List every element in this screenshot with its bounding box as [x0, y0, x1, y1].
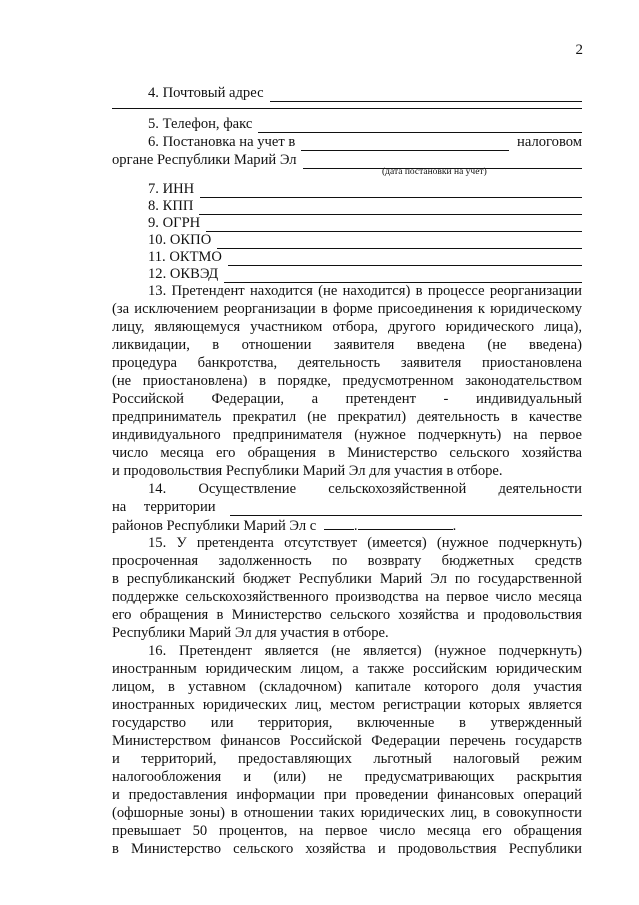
p13-line: процедура банкротства, деятельность заявителя приостановлена	[112, 355, 582, 371]
p14-date-label: районов Республики Марий Эл с	[112, 518, 317, 534]
p14-territory-label: на территории	[112, 499, 216, 515]
p16-line: 16. Претендент является (не является) (нужное подчеркнуть)	[148, 643, 582, 659]
p15-line: 15. У претендента отсутствует (имеется) (нужное подчеркнуть)	[148, 535, 582, 551]
inn-row	[112, 180, 582, 198]
phone-fax-label: 5. Телефон, факс	[148, 116, 253, 132]
p16-line: лицом, в уставном (складочном) капитале которого доля участия	[112, 679, 582, 695]
p13-line: предприниматель прекратил (не прекратил) деятельность в качестве	[112, 409, 582, 425]
p16-line: превышает 50 процентов, на первое число месяца его обращения	[112, 823, 582, 839]
oktmo-label: 11. ОКТМО	[148, 249, 222, 265]
date-end-period: .	[452, 518, 457, 534]
p15-line: в республиканский бюджет Республики Марий Эл по государственной	[112, 571, 582, 587]
kpp-field[interactable]	[199, 200, 582, 215]
p13-line: (за исключением реорганизации в форме присоединения к юридическому	[112, 301, 582, 317]
p13-line: число месяца его обращения в Министерство сельского хозяйства	[112, 445, 582, 461]
okpo-field[interactable]	[217, 234, 582, 249]
inn-field[interactable]	[200, 183, 582, 198]
phone-fax-field[interactable]	[258, 118, 582, 133]
p14-territory-row	[112, 498, 582, 516]
kpp-label: 8. КПП	[148, 198, 194, 214]
ogrn-row	[112, 214, 582, 232]
p16-line: государство или территория, включенные в утвержденный	[112, 715, 582, 731]
p13-line: и продовольствия Республики Марий Эл для участия в отборе.	[112, 463, 503, 479]
tax-authority-field[interactable]	[301, 136, 509, 151]
p16-line: и территорий, предоставляющих льготный налоговый режим	[112, 751, 582, 767]
p16-line: в Министерство сельского хозяйства и продовольствия Республики	[112, 841, 582, 857]
okved-row	[112, 265, 582, 283]
okpo-row	[112, 231, 582, 249]
ogrn-field[interactable]	[206, 217, 582, 232]
tax-registration-row	[112, 133, 582, 151]
p13-line: индивидуального предпринимателя (нужное подчеркнуть) на первое	[112, 427, 582, 443]
p13-line: 13. Претендент находится (не находится) в процессе реорганизации	[148, 283, 582, 299]
p13-line: Российской Федерации, а претендент - индивидуальный	[112, 391, 582, 407]
oktmo-row	[112, 248, 582, 266]
p13-line: (не приостановлена) в порядке, предусмотренном законодательством	[112, 373, 582, 389]
start-month-year-field[interactable]	[358, 516, 453, 530]
start-day-field[interactable]	[324, 516, 354, 530]
tax-registration-label: 6. Постановка на учет в	[148, 134, 296, 150]
postal-address-field[interactable]	[270, 87, 582, 102]
phone-fax-row	[112, 115, 582, 133]
p13-line: ликвидации, в отношении заявителя введена (не введена)	[112, 337, 582, 353]
p16-line: (офшорные зоны) в отношении таких юридических лиц, в совокупности	[112, 805, 582, 821]
p14-line: 14. Осуществление сельскохозяйственной деятельности	[148, 481, 582, 497]
p15-line: его обращения в Министерство сельского хозяйства и продовольствия	[112, 607, 582, 623]
postal-address-row	[112, 84, 582, 102]
p16-line: иностранных юридических лиц, местом регистрации которых является	[112, 697, 582, 713]
tax-registration-date-row	[112, 151, 582, 169]
registration-date-caption: (дата постановки на учет)	[382, 167, 487, 177]
p16-line: Министерством финансов Российской Федерации перечень государств	[112, 733, 582, 749]
territory-field[interactable]	[230, 501, 582, 516]
p16-line: иностранным юридическим лицом, а также российским юридическим	[112, 661, 582, 677]
p15-line: просроченная задолженность по возврату бюджетных средств	[112, 553, 582, 569]
postal-address-label: 4. Почтовый адрес	[148, 85, 264, 101]
okved-label: 12. ОКВЭД	[148, 266, 219, 282]
okved-field[interactable]	[224, 268, 582, 283]
p13-line: лицу, являющемуся участником отбора, другого юридического лица),	[112, 319, 582, 335]
date-separator: .	[353, 518, 358, 534]
p16-line: и предоставления информации при проведении финансовых операций	[112, 787, 582, 803]
p15-line: Республики Марий Эл для участия в отборе.	[112, 625, 389, 641]
p14-date-row	[112, 516, 582, 535]
kpp-row	[112, 197, 582, 215]
tax-registration-label-end: налоговом	[517, 134, 582, 150]
p15-line: поддержке сельскохозяйственного производства на первое число месяца	[112, 589, 582, 605]
p16-line: налогообложения и (или) не предусматривающих раскрытия	[112, 769, 582, 785]
inn-label: 7. ИНН	[148, 181, 195, 197]
oktmo-field[interactable]	[228, 251, 582, 266]
ogrn-label: 9. ОГРН	[148, 215, 201, 231]
page-number: 2	[575, 42, 583, 58]
postal-address-line-2[interactable]	[112, 108, 582, 109]
okpo-label: 10. ОКПО	[148, 232, 212, 248]
tax-authority-region-label: органе Республики Марий Эл	[112, 152, 297, 168]
